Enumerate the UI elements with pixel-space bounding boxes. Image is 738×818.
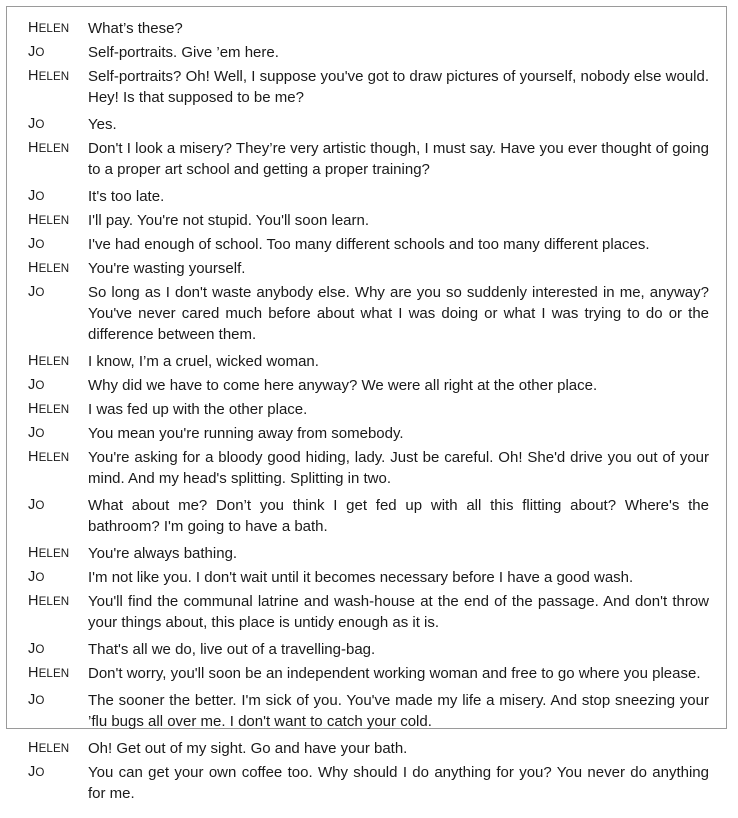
dialogue-text: You'll find the communal latrine and wash-house at the end of the passage. And don't throw your things about, this place is untidy enough as it is. [88, 593, 709, 631]
speaker-label [28, 495, 88, 516]
dialogue-row [28, 210, 709, 231]
speaker-smallcaps: ELEN [38, 355, 70, 368]
script-excerpt-frame [6, 6, 727, 802]
dialogue-row [28, 762, 709, 804]
dialogue-row [28, 639, 709, 660]
speaker-label [28, 210, 88, 231]
dialogue-text: The sooner the better. I'm sick of you. You've made my life a misery. And stop sneezing your ’flu bugs all over me. I don't want to catch your cold. [88, 692, 709, 730]
dialogue-text: You mean you're running away from somebody. [88, 425, 404, 442]
dialogue-text: You're always bathing. [88, 545, 238, 562]
speaker-initial: H [28, 140, 39, 156]
dialogue-row [28, 351, 709, 372]
dialogue-row [28, 447, 709, 489]
speaker-label [28, 114, 88, 135]
speaker-label [28, 351, 88, 372]
dialogue-text: You're asking for a bloody good hiding, lady. Just be careful. Oh! She'd drive you out of your mind. And my head's splitting. Splitting in two. [88, 449, 709, 487]
dialogue-text: You're wasting yourself. [88, 260, 246, 277]
speaker-smallcaps: O [35, 499, 45, 512]
speaker-smallcaps: ELEN [38, 262, 70, 275]
speaker-label [28, 42, 88, 63]
speaker-label [28, 375, 88, 396]
speaker-label [28, 18, 88, 39]
dialogue-text: Self-portraits? Oh! Well, I suppose you've got to draw pictures of yourself, nobody else would. Hey! Is that supposed to be me? [88, 68, 709, 106]
speaker-label [28, 567, 88, 588]
speaker-initial: H [28, 593, 39, 609]
speaker-smallcaps: O [35, 694, 45, 707]
speaker-label [28, 258, 88, 279]
dialogue-text: What’s these? [88, 20, 183, 37]
dialogue-row [28, 663, 709, 684]
speaker-initial: J [28, 641, 36, 657]
speaker-initial: H [28, 20, 39, 36]
speaker-smallcaps: O [35, 379, 45, 392]
speaker-label [28, 447, 88, 468]
speaker-initial: H [28, 401, 39, 417]
speaker-smallcaps: ELEN [38, 451, 70, 464]
dialogue-text: I'll pay. You're not stupid. You'll soon learn. [88, 212, 370, 229]
speaker-initial: J [28, 692, 36, 708]
dialogue-text: Oh! Get out of my sight. Go and have your bath. [88, 740, 408, 757]
speaker-initial: H [28, 68, 39, 84]
speaker-smallcaps: ELEN [38, 70, 70, 83]
speaker-label [28, 186, 88, 207]
speaker-smallcaps: ELEN [38, 403, 70, 416]
dialogue-row [28, 423, 709, 444]
speaker-label [28, 663, 88, 684]
speaker-label [28, 399, 88, 420]
speaker-initial: J [28, 44, 36, 60]
speaker-initial: H [28, 665, 39, 681]
dialogue-row [28, 66, 709, 108]
speaker-initial: H [28, 260, 39, 276]
dialogue-text: You can get your own coffee too. Why should I do anything for you? You never do anything for me. [88, 764, 709, 802]
speaker-label [28, 423, 88, 444]
speaker-smallcaps: O [35, 190, 45, 203]
speaker-initial: H [28, 212, 39, 228]
speaker-label [28, 138, 88, 159]
speaker-label [28, 66, 88, 87]
dialogue-text: Don't worry, you'll soon be an independent working woman and free to go where you please. [88, 665, 701, 682]
speaker-smallcaps: O [35, 766, 45, 779]
dialogue-text: It's too late. [88, 188, 165, 205]
dialogue-row [28, 186, 709, 207]
dialogue-row [28, 543, 709, 564]
dialogue-row [28, 690, 709, 732]
speaker-label [28, 690, 88, 711]
speaker-label [28, 282, 88, 303]
speaker-label [28, 738, 88, 759]
speaker-initial: J [28, 764, 36, 780]
speaker-smallcaps: ELEN [38, 142, 70, 155]
dialogue-text: I was fed up with the other place. [88, 401, 308, 418]
dialogue-text: Yes. [88, 116, 117, 133]
dialogue-text: That's all we do, live out of a travelling-bag. [88, 641, 376, 658]
speaker-initial: H [28, 545, 39, 561]
speaker-initial: J [28, 284, 36, 300]
dialogue-text: I've had enough of school. Too many different schools and too many different places. [88, 236, 650, 253]
speaker-initial: H [28, 353, 39, 369]
speaker-label [28, 639, 88, 660]
speaker-smallcaps: ELEN [38, 22, 70, 35]
speaker-initial: J [28, 236, 36, 252]
dialogue-row [28, 738, 709, 759]
dialogue-row [28, 375, 709, 396]
dialogue-row [28, 42, 709, 63]
dialogue-text: Why did we have to come here anyway? We were all right at the other place. [88, 377, 598, 394]
speaker-label [28, 762, 88, 783]
speaker-initial: H [28, 740, 39, 756]
speaker-initial: J [28, 377, 36, 393]
speaker-initial: J [28, 188, 36, 204]
speaker-label [28, 234, 88, 255]
speaker-smallcaps: ELEN [38, 595, 70, 608]
speaker-smallcaps: O [35, 427, 45, 440]
dialogue-row [28, 495, 709, 537]
dialogue-row [28, 567, 709, 588]
speaker-initial: J [28, 425, 36, 441]
speaker-label [28, 543, 88, 564]
speaker-smallcaps: O [35, 571, 45, 584]
speaker-smallcaps: O [35, 118, 45, 131]
speaker-smallcaps: ELEN [38, 547, 70, 560]
speaker-initial: J [28, 116, 36, 132]
speaker-smallcaps: O [35, 643, 45, 656]
speaker-label [28, 591, 88, 612]
dialogue-row [28, 591, 709, 633]
dialogue-text: So long as I don't waste anybody else. Why are you so suddenly interested in me, anyway? You've never cared much before about what I was doing or what I was trying to do or the difference between them. [88, 284, 709, 343]
dialogue-text: Self-portraits. Give ’em here. [88, 44, 279, 61]
dialogue-text: I know, I’m a cruel, wicked woman. [88, 353, 319, 370]
speaker-smallcaps: ELEN [38, 214, 70, 227]
dialogue-row [28, 114, 709, 135]
speaker-initial: J [28, 497, 36, 513]
dialogue-row [28, 18, 709, 39]
dialogue-row [28, 282, 709, 345]
dialogue-text: Don't I look a misery? They’re very artistic though, I must say. Have you ever thought of going to a proper art school and getting a proper training? [88, 140, 709, 178]
speaker-smallcaps: O [35, 238, 45, 251]
speaker-initial: J [28, 569, 36, 585]
dialogue-row [28, 138, 709, 180]
speaker-initial: H [28, 449, 39, 465]
speaker-smallcaps: O [35, 46, 45, 59]
dialogue-text: What about me? Don’t you think I get fed up with all this flitting about? Where's the bathroom? I'm going to have a bath. [88, 497, 709, 535]
dialogue-row [28, 234, 709, 255]
dialogue-row [28, 399, 709, 420]
dialogue-list [7, 7, 726, 818]
speaker-smallcaps: O [35, 286, 45, 299]
dialogue-row [28, 258, 709, 279]
speaker-smallcaps: ELEN [38, 667, 70, 680]
speaker-smallcaps: ELEN [38, 742, 70, 755]
dialogue-text: I'm not like you. I don't wait until it becomes necessary before I have a good wash. [88, 569, 634, 586]
